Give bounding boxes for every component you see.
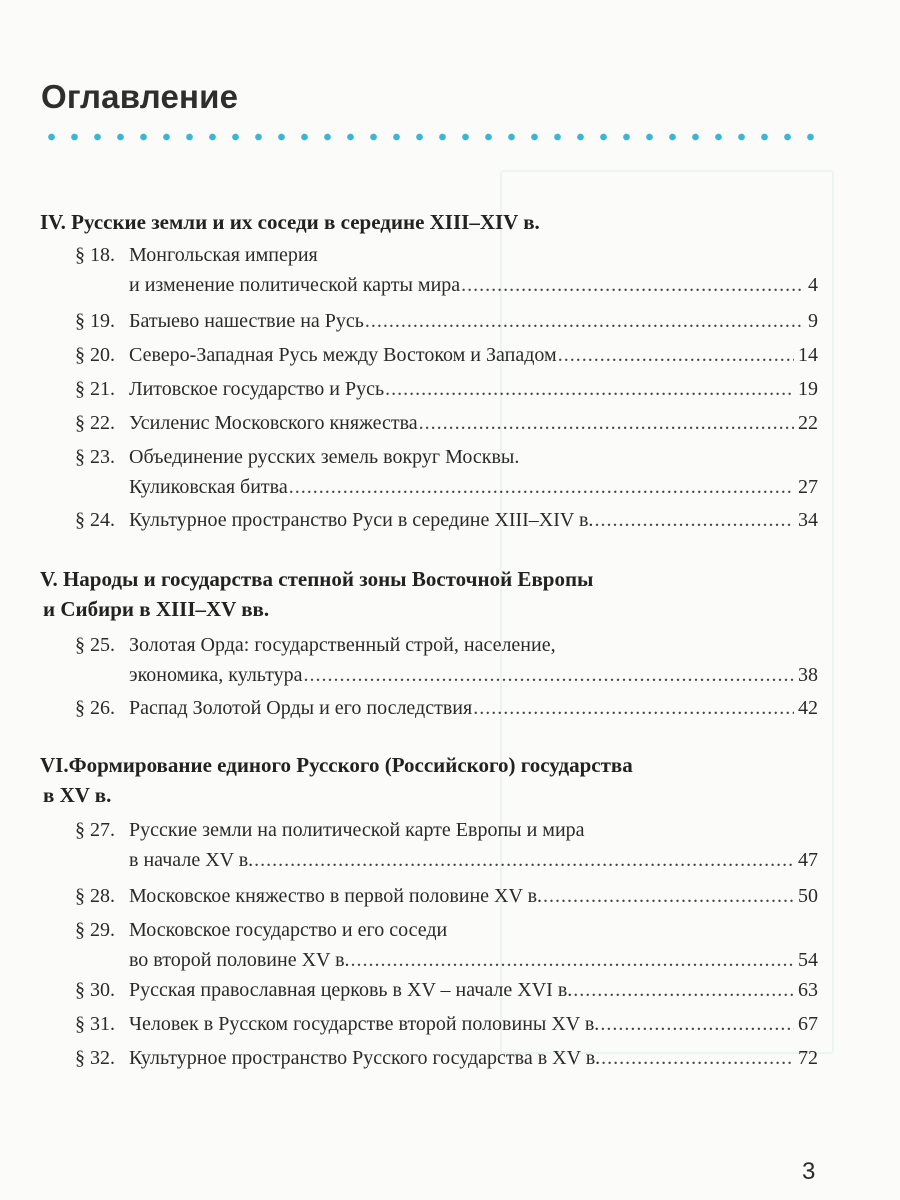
- entry-page-number: 9: [808, 310, 818, 332]
- section-title-line: в XV в.: [43, 783, 112, 807]
- entry-paragraph-number: § 20.: [75, 344, 115, 366]
- entry-page-number: 14: [798, 344, 818, 366]
- entry-title-text: Культурное пространство Руси в середине XIII–XIV в.: [129, 509, 594, 531]
- entry-title-text: Монгольская империя: [129, 244, 318, 266]
- entry-paragraph-number: § 29.: [75, 919, 115, 941]
- section-title-line: и Сибири в XIII–XV вв.: [43, 597, 270, 621]
- entry-title-text: во второй половине XV в.: [129, 949, 350, 971]
- section-title: [40, 207, 820, 237]
- entry-title-text: Усиленис Московского княжества: [129, 412, 418, 434]
- entry-title-text: Северо-Западная Русь между Востоком и Западом: [129, 344, 557, 366]
- section-title-line: V. Народы и государства степной зоны Восточной Европы: [40, 567, 594, 591]
- entry-title-text: экономика, культура: [129, 664, 303, 686]
- entry-paragraph-number: § 31.: [75, 1013, 115, 1035]
- entry-title-text: Человек в Русском государстве второй половины XV в.: [129, 1013, 600, 1035]
- toc-entry[interactable]: [75, 815, 818, 875]
- toc-entry[interactable]: [75, 881, 818, 911]
- entry-page-number: 47: [798, 849, 818, 871]
- entry-paragraph-number: § 25.: [75, 634, 115, 656]
- toc-entry[interactable]: [75, 693, 818, 723]
- page-title: Оглавление: [41, 78, 239, 115]
- entry-title-text: Объединение русских земель вокруг Москвы.: [129, 446, 520, 468]
- toc-entry[interactable]: [75, 630, 818, 690]
- entry-title-text: Распад Золотой Орды и его последствия: [129, 697, 473, 719]
- entry-page-number: 38: [798, 664, 818, 686]
- section-title-line: IV. Русские земли и их соседи в середине XIII–XIV в.: [40, 210, 540, 234]
- entry-page-number: 4: [808, 274, 818, 296]
- page-number: 3: [802, 1158, 816, 1185]
- toc-entry[interactable]: [75, 975, 818, 1005]
- toc-entry[interactable]: [75, 915, 818, 975]
- entry-title-text: Культурное пространство Русского государства в XV в.: [129, 1047, 601, 1069]
- toc-entry[interactable]: [75, 374, 818, 404]
- entry-paragraph-number: § 18.: [75, 244, 115, 266]
- toc-entry[interactable]: [75, 442, 818, 502]
- dot-leader: [601, 1043, 794, 1073]
- dot-leader: [543, 881, 794, 911]
- entry-paragraph-number: § 19.: [75, 310, 115, 332]
- entry-page-number: 67: [798, 1013, 818, 1035]
- entry-paragraph-number: § 26.: [75, 697, 115, 719]
- toc-entry[interactable]: [75, 340, 818, 370]
- dot-leader: [600, 1009, 794, 1039]
- entry-title-text: Литовское государство и Русь: [129, 378, 385, 400]
- entry-paragraph-number: § 24.: [75, 509, 115, 531]
- entry-paragraph-number: § 23.: [75, 446, 115, 468]
- entry-title-text: и изменение политической карты мира: [129, 274, 461, 296]
- entry-title-text: Русские земли на политической карте Европы и мира: [129, 819, 585, 841]
- entry-paragraph-number: § 30.: [75, 979, 115, 1001]
- entry-paragraph-number: § 32.: [75, 1047, 115, 1069]
- entry-title-text: Московское государство и его соседи: [129, 919, 448, 941]
- dot-leader: [304, 660, 794, 690]
- dot-leader: [289, 472, 794, 502]
- entry-page-number: 54: [798, 949, 818, 971]
- entry-title-text: Батыево нашествие на Русь: [129, 310, 364, 332]
- section-title: [40, 564, 820, 624]
- entry-title-text: Куликовская битва: [129, 476, 288, 498]
- dot-leader: [461, 270, 802, 300]
- dot-leader: [473, 693, 794, 723]
- entry-page-number: 50: [798, 885, 818, 907]
- entry-page-number: 72: [798, 1047, 818, 1069]
- entry-title-text: в начале XV в.: [129, 849, 254, 871]
- dot-leader: [419, 408, 794, 438]
- toc-entry[interactable]: [75, 1043, 818, 1073]
- dot-leader: [365, 306, 802, 336]
- dot-leader: [573, 975, 794, 1005]
- dot-leader: [594, 505, 794, 535]
- entry-paragraph-number: § 27.: [75, 819, 115, 841]
- entry-page-number: 22: [798, 412, 818, 434]
- entry-page-number: 27: [798, 476, 818, 498]
- entry-page-number: 63: [798, 979, 818, 1001]
- entry-paragraph-number: § 28.: [75, 885, 115, 907]
- dot-leader: [558, 340, 794, 370]
- entry-page-number: 42: [798, 697, 818, 719]
- toc-entry[interactable]: [75, 306, 818, 336]
- toc-entry[interactable]: [75, 240, 818, 300]
- toc-entry[interactable]: [75, 505, 818, 535]
- entry-page-number: 19: [798, 378, 818, 400]
- toc-entry[interactable]: [75, 1009, 818, 1039]
- dot-leader: [254, 845, 794, 875]
- dot-leader: [351, 945, 794, 975]
- entry-page-number: 34: [798, 509, 818, 531]
- toc-entry[interactable]: [75, 408, 818, 438]
- entry-paragraph-number: § 21.: [75, 378, 115, 400]
- entry-paragraph-number: § 22.: [75, 412, 115, 434]
- section-title-line: VI.Формирование единого Русского (Российского) государства: [40, 753, 633, 777]
- section-title: [40, 750, 820, 810]
- entry-title-text: Русская православная церковь в XV – начале XVI в.: [129, 979, 573, 1001]
- entry-title-text: Московское княжество в первой половине XV в.: [129, 885, 543, 907]
- entry-title-text: Золотая Орда: государственный строй, население,: [129, 634, 556, 656]
- dot-leader: [385, 374, 794, 404]
